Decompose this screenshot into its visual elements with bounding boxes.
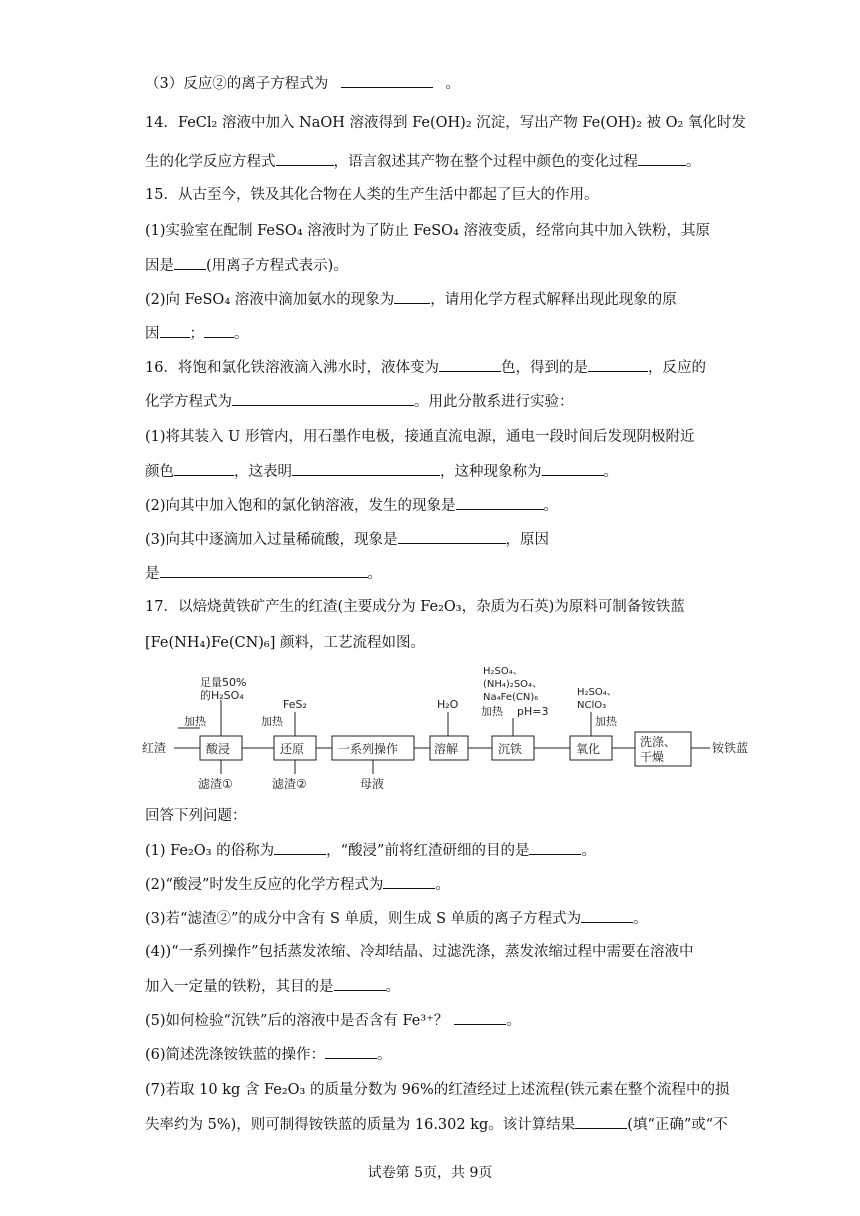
q17-text: 失率约为 5%)，则可制得铵铁蓝的质量为 16.302 kg。该计算结果	[145, 1117, 576, 1133]
q17-text: 。	[385, 979, 400, 995]
q17-line2: [Fe(NH₄)Fe(CN)₆] 颜料，工艺流程如图。	[145, 635, 425, 651]
flow-byproduct: 滤渣①	[198, 777, 233, 791]
answer-blank[interactable]	[529, 840, 581, 855]
answer-blank[interactable]	[439, 357, 501, 372]
q17-text: 。	[506, 1013, 521, 1029]
q13-part3-text: （3）反应②的离子方程式为	[145, 76, 329, 92]
q15-text: 因是	[145, 258, 174, 274]
flow-reagent: 加热	[261, 715, 283, 728]
q14-text-a: 生的化学反应方程式	[145, 154, 276, 170]
process-flow-diagram	[140, 660, 760, 800]
answer-blank[interactable]	[174, 255, 206, 270]
q13-part3-suffix: 。	[445, 76, 460, 92]
q17-sub4-line2	[145, 976, 400, 997]
flow-box-label: 氧化	[576, 742, 601, 756]
flow-reagent: H₂SO₄、	[577, 687, 617, 698]
q16-text: (2)向其中加入饱和的氯化钠溶液，发生的现象是	[145, 498, 456, 514]
flow-reagent: pH=3	[517, 705, 549, 718]
flow-end: 铵铁蓝	[712, 741, 749, 755]
answer-blank[interactable]	[204, 323, 234, 338]
q17-sub7-line2	[145, 1114, 728, 1135]
answer-blank[interactable]	[341, 73, 433, 88]
q15-text: ，请用化学方程式解释出现此现象的原	[430, 292, 677, 308]
answer-blank[interactable]	[394, 289, 430, 304]
q16-text: ，这表明	[234, 464, 292, 480]
q15-part1-line2	[145, 255, 348, 276]
q15-text: (用离子方程式表示)。	[206, 258, 348, 274]
q16-part3-line2	[145, 563, 382, 584]
q16-text: ，原因	[505, 532, 550, 548]
answer-blank[interactable]	[274, 840, 326, 855]
q16-part2	[145, 495, 558, 516]
q17-text: (1) Fe₂O₃ 的俗称为	[145, 843, 275, 859]
flow-reagent: 的H₂SO₄	[200, 689, 244, 702]
q17-text: (3)若“滤渣②”的成分中含有 S 单质，则生成 S 单质的离子方程式为	[145, 911, 582, 927]
q16-line2	[145, 391, 574, 412]
q17-text: 。	[581, 843, 596, 859]
answer-blank[interactable]	[383, 874, 435, 889]
q17-text: (5)如何检验“沉铁”后的溶液中是否含有 Fe³⁺？	[145, 1013, 449, 1029]
answer-blank[interactable]	[232, 391, 414, 406]
q17-text: 。	[633, 911, 648, 927]
q16-text: 化学方程式为	[145, 394, 232, 410]
q16-text: 。	[367, 566, 382, 582]
q16-text: ，这种现象称为	[440, 464, 542, 480]
q17-intro: 回答下列问题：	[145, 808, 247, 824]
q16-part1-line2	[145, 461, 618, 482]
flow-reagent: H₂SO₄、	[483, 666, 523, 677]
flow-reagent: H₂O	[437, 698, 459, 711]
answer-blank[interactable]	[575, 1114, 627, 1129]
q17-line1: 17．以焙烧黄铁矿产生的红渣(主要成分为 Fe₂O₃，杂质为石英)为原料可制备铵铁蓝	[145, 599, 685, 615]
q17-text: 。	[435, 877, 450, 893]
answer-blank[interactable]	[160, 323, 190, 338]
q16-text: (3)向其中逐滴加入过量稀硫酸，现象是	[145, 532, 398, 548]
q16-line1	[145, 357, 706, 378]
q17-sub2	[145, 874, 450, 895]
flow-start: 红渣	[142, 741, 167, 755]
page-footer: 试卷第 5页，共 9页	[367, 1165, 493, 1181]
answer-blank[interactable]	[581, 908, 633, 923]
flow-byproduct: 母液	[360, 777, 385, 791]
q15-text: ；	[189, 326, 204, 342]
q14-line2	[145, 151, 701, 172]
q16-text: 。	[543, 498, 559, 514]
q16-text: ，反应的	[647, 360, 706, 376]
flow-reagent: Na₄Fe(CN)₆	[483, 692, 539, 703]
flow-reagent: 加热	[184, 715, 206, 728]
flow-reagent: 加热	[595, 715, 617, 728]
flow-reagent: (NH₄)₂SO₄、	[483, 679, 543, 690]
answer-blank[interactable]	[454, 1010, 506, 1025]
q15-text: (2)向 FeSO₄ 溶液中滴加氨水的现象为	[145, 292, 395, 308]
q13-part3	[145, 73, 460, 94]
flow-reagent: 足量50%	[200, 676, 247, 689]
flow-box-label: 洗涤、	[640, 735, 677, 749]
q16-text: 色，得到的是	[500, 360, 588, 376]
q17-text: (6)简述洗涤铵铁蓝的操作：	[145, 1047, 326, 1063]
q17-sub4-line1: (4))“一系列操作”包括蒸发浓缩、冷却结晶、过滤洗涤，蒸发浓缩过程中需要在溶液中	[145, 944, 694, 960]
flow-box-label: 一系列操作	[338, 742, 399, 756]
q14-text-b: ，语言叙述其产物在整个过程中颜色的变化过程	[333, 154, 638, 170]
answer-blank[interactable]	[174, 461, 234, 476]
answer-blank[interactable]	[160, 563, 368, 578]
q16-part1-line1: (1)将其装入 U 形管内，用石墨作电极，接通直流电源，通电一段时间后发现阴极附近	[145, 429, 695, 445]
q17-text: (2)“酸浸”时发生反应的化学方程式为	[145, 877, 384, 893]
answer-blank[interactable]	[325, 1044, 377, 1059]
q16-text: 。用此分散系进行实验：	[414, 394, 574, 410]
q14-line1: 14．FeCl₂ 溶液中加入 NaOH 溶液得到 Fe(OH)₂ 沉淀，写出产物 Fe(OH)₂ 被 O₂ 氧化时发	[145, 115, 746, 131]
q17-text: (填“正确”或“不	[627, 1117, 728, 1133]
q14-text-c: 。	[686, 154, 701, 170]
flow-box-label: 酸浸	[206, 742, 231, 756]
q16-text: 是	[145, 566, 160, 582]
answer-blank[interactable]	[276, 151, 334, 166]
q17-sub3	[145, 908, 648, 929]
q15-text: 。	[234, 326, 249, 342]
flow-box-label: 沉铁	[498, 742, 523, 756]
q15-text: 因	[145, 326, 160, 342]
q17-sub1	[145, 840, 596, 861]
q17-text: 。	[377, 1047, 392, 1063]
q15-part2-line1	[145, 289, 677, 310]
q16-text: 16．将饱和氯化铁溶液滴入沸水时，液体变为	[145, 360, 439, 376]
flow-box-label: 干燥	[640, 750, 665, 764]
q16-text: 。	[603, 464, 618, 480]
q17-sub6	[145, 1044, 392, 1065]
answer-blank[interactable]	[292, 461, 440, 476]
q17-text: 加入一定量的铁粉，其目的是	[145, 979, 334, 995]
q17-sub7-line1: (7)若取 10 kg 含 Fe₂O₃ 的质量分数为 96%的红渣经过上述流程(铁元素在整个流程中的损	[145, 1082, 730, 1098]
flow-reagent: 加热	[481, 705, 503, 718]
q15-part1-line1: (1)实验室在配制 FeSO₄ 溶液时为了防止 FeSO₄ 溶液变质，经常向其中加入铁粉，其原	[145, 223, 710, 239]
answer-blank[interactable]	[398, 529, 506, 544]
q17-sub5	[145, 1010, 521, 1031]
answer-blank[interactable]	[334, 976, 386, 991]
flow-byproduct: 滤渣②	[272, 777, 307, 791]
answer-blank[interactable]	[456, 495, 544, 510]
answer-blank[interactable]	[542, 461, 604, 476]
flow-box-label: 还原	[280, 742, 305, 756]
answer-blank[interactable]	[588, 357, 648, 372]
flow-reagent: FeS₂	[283, 698, 307, 711]
q17-text: ，“酸浸”前将红渣研细的目的是	[326, 843, 530, 859]
q15-part2-line2	[145, 323, 249, 344]
q15-title: 15．从古至今，铁及其化合物在人类的生产生活中都起了巨大的作用。	[145, 187, 599, 203]
q16-part3-line1	[145, 529, 549, 550]
flow-reagent: NClO₃	[577, 700, 607, 711]
answer-blank[interactable]	[638, 151, 686, 166]
q16-text: 颜色	[145, 464, 174, 480]
flow-box-label: 溶解	[434, 742, 459, 756]
